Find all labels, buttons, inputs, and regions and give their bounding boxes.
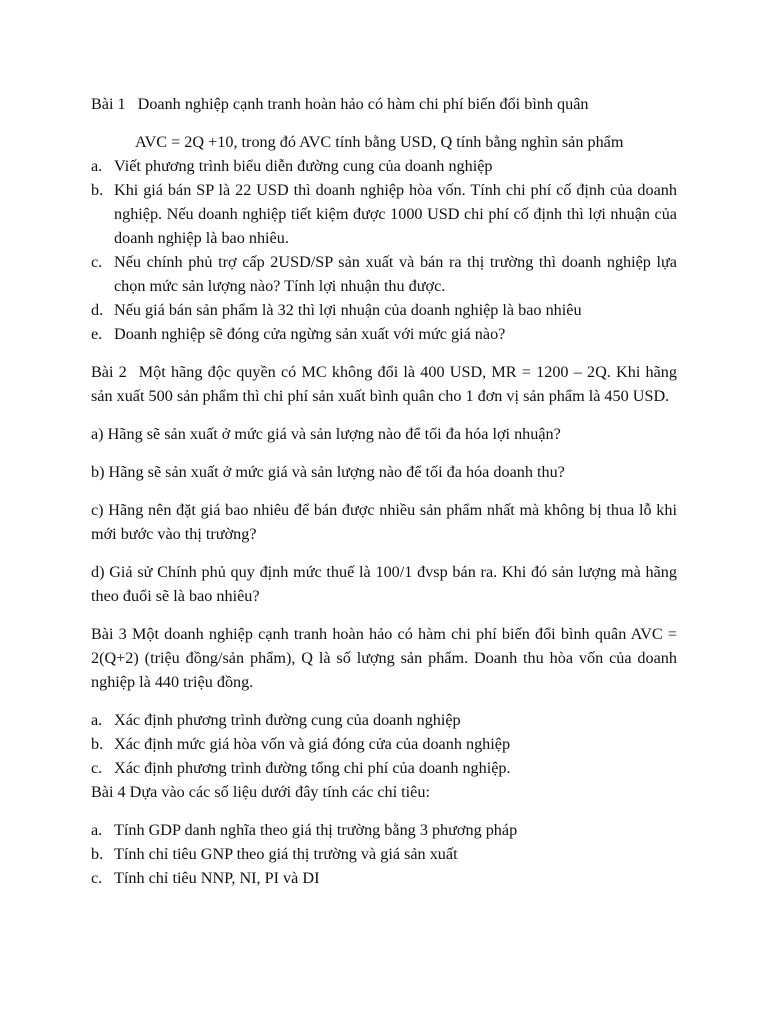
document-page xyxy=(91,92,677,890)
list-item-text: Khi giá bán SP là 22 USD thì doanh nghiệp hòa vốn. Tính chi phí cố định của doanh nghiệp. Nếu doanh nghiệp tiết kiệm được 1000 USD chi phí cố định thì lợi nhuận của doanh nghiệp là bao nhiêu. xyxy=(114,181,677,247)
list-marker: a. xyxy=(91,821,103,839)
list-marker: d. xyxy=(91,301,104,319)
list-item-text: Xác định mức giá hòa vốn và giá đóng cửa của doanh nghiệp xyxy=(114,735,511,753)
bai3-item-a xyxy=(91,708,677,732)
list-marker: a. xyxy=(91,711,103,729)
bai4-item-a xyxy=(91,818,677,842)
list-marker: e. xyxy=(91,325,103,343)
bai3-item-b xyxy=(91,732,677,756)
bai3-intro: Bài 3 Một doanh nghiệp cạnh tranh hoàn hảo có hàm chi phí biến đổi bình quân AVC = 2(Q+2) (triệu đồng/sản phẩm), Q là số lượng sản phẩm. Doanh thu hòa vốn của doanh nghiệp là 440 triệu đồng. xyxy=(91,625,677,691)
list-marker: b. xyxy=(91,181,104,199)
list-item-text: Nếu giá bán sản phẩm là 32 thì lợi nhuận của doanh nghiệp là bao nhiêu xyxy=(114,301,582,319)
bai1-item-e xyxy=(91,322,677,346)
bai4-item-c xyxy=(91,866,677,890)
bai1-item-b xyxy=(91,178,677,250)
bai3-item-c xyxy=(91,756,677,780)
bai1-list xyxy=(91,154,677,346)
list-marker: b. xyxy=(91,735,104,753)
bai2-title: Bài 2 xyxy=(91,363,127,381)
bai1-title: Bài 1 xyxy=(91,95,126,113)
bai2-question-c: c) Hãng nên đặt giá bao nhiêu để bán được nhiều sản phẩm nhất mà không bị thua lỗ khi mới bước vào thị trường? xyxy=(91,501,677,543)
list-marker: a. xyxy=(91,157,103,175)
list-item-text: Tính chỉ tiêu GNP theo giá thị trường và giá sản xuất xyxy=(114,845,458,863)
bai4-item-b xyxy=(91,842,677,866)
list-item-text: Xác định phương trình đường cung của doanh nghiệp xyxy=(114,711,461,729)
list-item-text: Tính GDP danh nghĩa theo giá thị trường bằng 3 phương pháp xyxy=(114,821,518,839)
list-marker: c. xyxy=(91,869,103,887)
bai1-formula: AVC = 2Q +10, trong đó AVC tính bằng USD, Q tính bằng nghìn sản phẩm xyxy=(135,133,624,151)
bai4-intro: Bài 4 Dựa vào các số liệu dưới đây tính các chỉ tiêu: xyxy=(91,783,430,801)
list-item-text: Doanh nghiệp sẽ đóng cửa ngừng sản xuất với mức giá nào? xyxy=(114,325,506,343)
bai1-heading-text: Doanh nghiệp cạnh tranh hoàn hảo có hàm chi phí biến đổi bình quân xyxy=(137,95,589,113)
list-item-text: Nếu chính phủ trợ cấp 2USD/SP sản xuất và bán ra thị trường thì doanh nghiệp lựa chọn mức sản lượng nào? Tính lợi nhuận thu được. xyxy=(114,253,677,295)
list-marker: c. xyxy=(91,759,103,777)
bai2-question-a: a) Hãng sẽ sản xuất ở mức giá và sản lượng nào để tối đa hóa lợi nhuận? xyxy=(91,425,561,443)
list-item-text: Tính chỉ tiêu NNP, NI, PI và DI xyxy=(114,869,320,887)
bai2-question-b: b) Hãng sẽ sản xuất ở mức giá và sản lượng nào để tối đa hóa doanh thu? xyxy=(91,463,565,481)
bai3-list xyxy=(91,708,677,780)
list-marker: c. xyxy=(91,253,103,271)
bai2-intro-text: Một hãng độc quyền có MC không đổi là 400 USD, MR = 1200 – 2Q. Khi hãng sản xuất 500 sản phẩm thì chi phí sản xuất bình quân cho 1 đơn vị sản phẩm là 450 USD. xyxy=(91,363,677,405)
bai1-item-c xyxy=(91,250,677,298)
list-item-text: Xác định phương trình đường tổng chi phí của doanh nghiệp. xyxy=(114,759,511,777)
list-item-text: Viết phương trình biểu diễn đường cung của doanh nghiệp xyxy=(114,157,493,175)
bai2-intro xyxy=(91,360,677,408)
bai4-list xyxy=(91,818,677,890)
bai1-item-a xyxy=(91,154,677,178)
bai1-heading xyxy=(91,92,677,116)
list-marker: b. xyxy=(91,845,104,863)
bai2-question-d: d) Giả sử Chính phủ quy định mức thuế là 100/1 đvsp bán ra. Khi đó sản lượng mà hãng theo đuổi sẽ là bao nhiêu? xyxy=(91,563,677,605)
bai1-item-d xyxy=(91,298,677,322)
